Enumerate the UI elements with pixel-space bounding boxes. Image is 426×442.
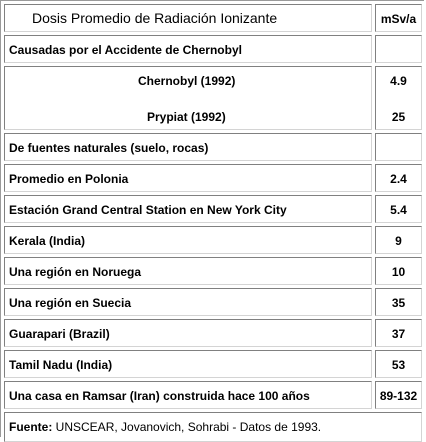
row-label-text: Estación Grand Central Station en New York City [9, 203, 287, 217]
table-row-value [375, 66, 422, 130]
row-value-text: 37 [391, 327, 406, 341]
table-row-value [375, 288, 422, 316]
table-row-label [4, 133, 372, 161]
table-row-value [375, 350, 422, 378]
table-header-title-cell [4, 4, 372, 32]
table-row-label [4, 226, 372, 254]
row-label-text: Una región en Suecia [9, 296, 132, 310]
row-label-text: Una región en Noruega [9, 265, 142, 279]
table-row-value [375, 257, 422, 285]
row-label-text: Guarapari (Brazil) [9, 327, 110, 341]
table-row-value [375, 35, 422, 63]
table-header-title: Dosis Promedio de Radiación Ionizante [32, 10, 278, 26]
row-value-text: 4.9 [390, 74, 407, 88]
row-label-text: Prypiat (1992) [147, 110, 226, 124]
table-row-label [4, 195, 372, 223]
table-row-value [375, 319, 422, 347]
table-row-label [4, 319, 372, 347]
table-row-value [375, 381, 422, 409]
table-row-label [4, 381, 372, 409]
table-row-value [375, 133, 422, 161]
row-label-text: Kerala (India) [9, 234, 86, 248]
row-label-text: De fuentes naturales (suelo, rocas) [9, 141, 209, 155]
table-source [9, 420, 321, 434]
table-header-unit: mSv/a [380, 12, 417, 26]
table-source-cell [4, 412, 422, 442]
row-value-text: 5.4 [390, 203, 407, 217]
table-row-value [375, 164, 422, 192]
row-label-text: Promedio en Polonia [9, 172, 129, 186]
table-row-label [4, 288, 372, 316]
row-label-text: Causadas por el Accidente de Chernobyl [9, 43, 242, 57]
table-row-value [375, 226, 422, 254]
row-value-text: 10 [391, 265, 406, 279]
row-label-text: Una casa en Ramsar (Iran) construida hace 100 años [9, 389, 310, 403]
table-row-label [4, 66, 372, 130]
row-value-text: 89-132 [379, 389, 418, 403]
table-header-unit-cell [375, 4, 422, 32]
row-value-text: 25 [391, 110, 406, 124]
table-source-text: UNSCEAR, Jovanovich, Sohrabi - Datos de 1993. [52, 420, 322, 434]
row-label-text: Chernobyl (1992) [138, 74, 236, 88]
table-row-label [4, 35, 372, 63]
row-value-text: 2.4 [390, 172, 407, 186]
table-row-label [4, 350, 372, 378]
table-row-value [375, 195, 422, 223]
row-value-text: 35 [391, 296, 406, 310]
table-source-label: Fuente: [9, 420, 53, 434]
table-row-label [4, 164, 372, 192]
row-value-text: 53 [391, 358, 406, 372]
table-row-label [4, 257, 372, 285]
row-label-text: Tamil Nadu (India) [9, 358, 113, 372]
row-value-text: 9 [395, 234, 402, 248]
